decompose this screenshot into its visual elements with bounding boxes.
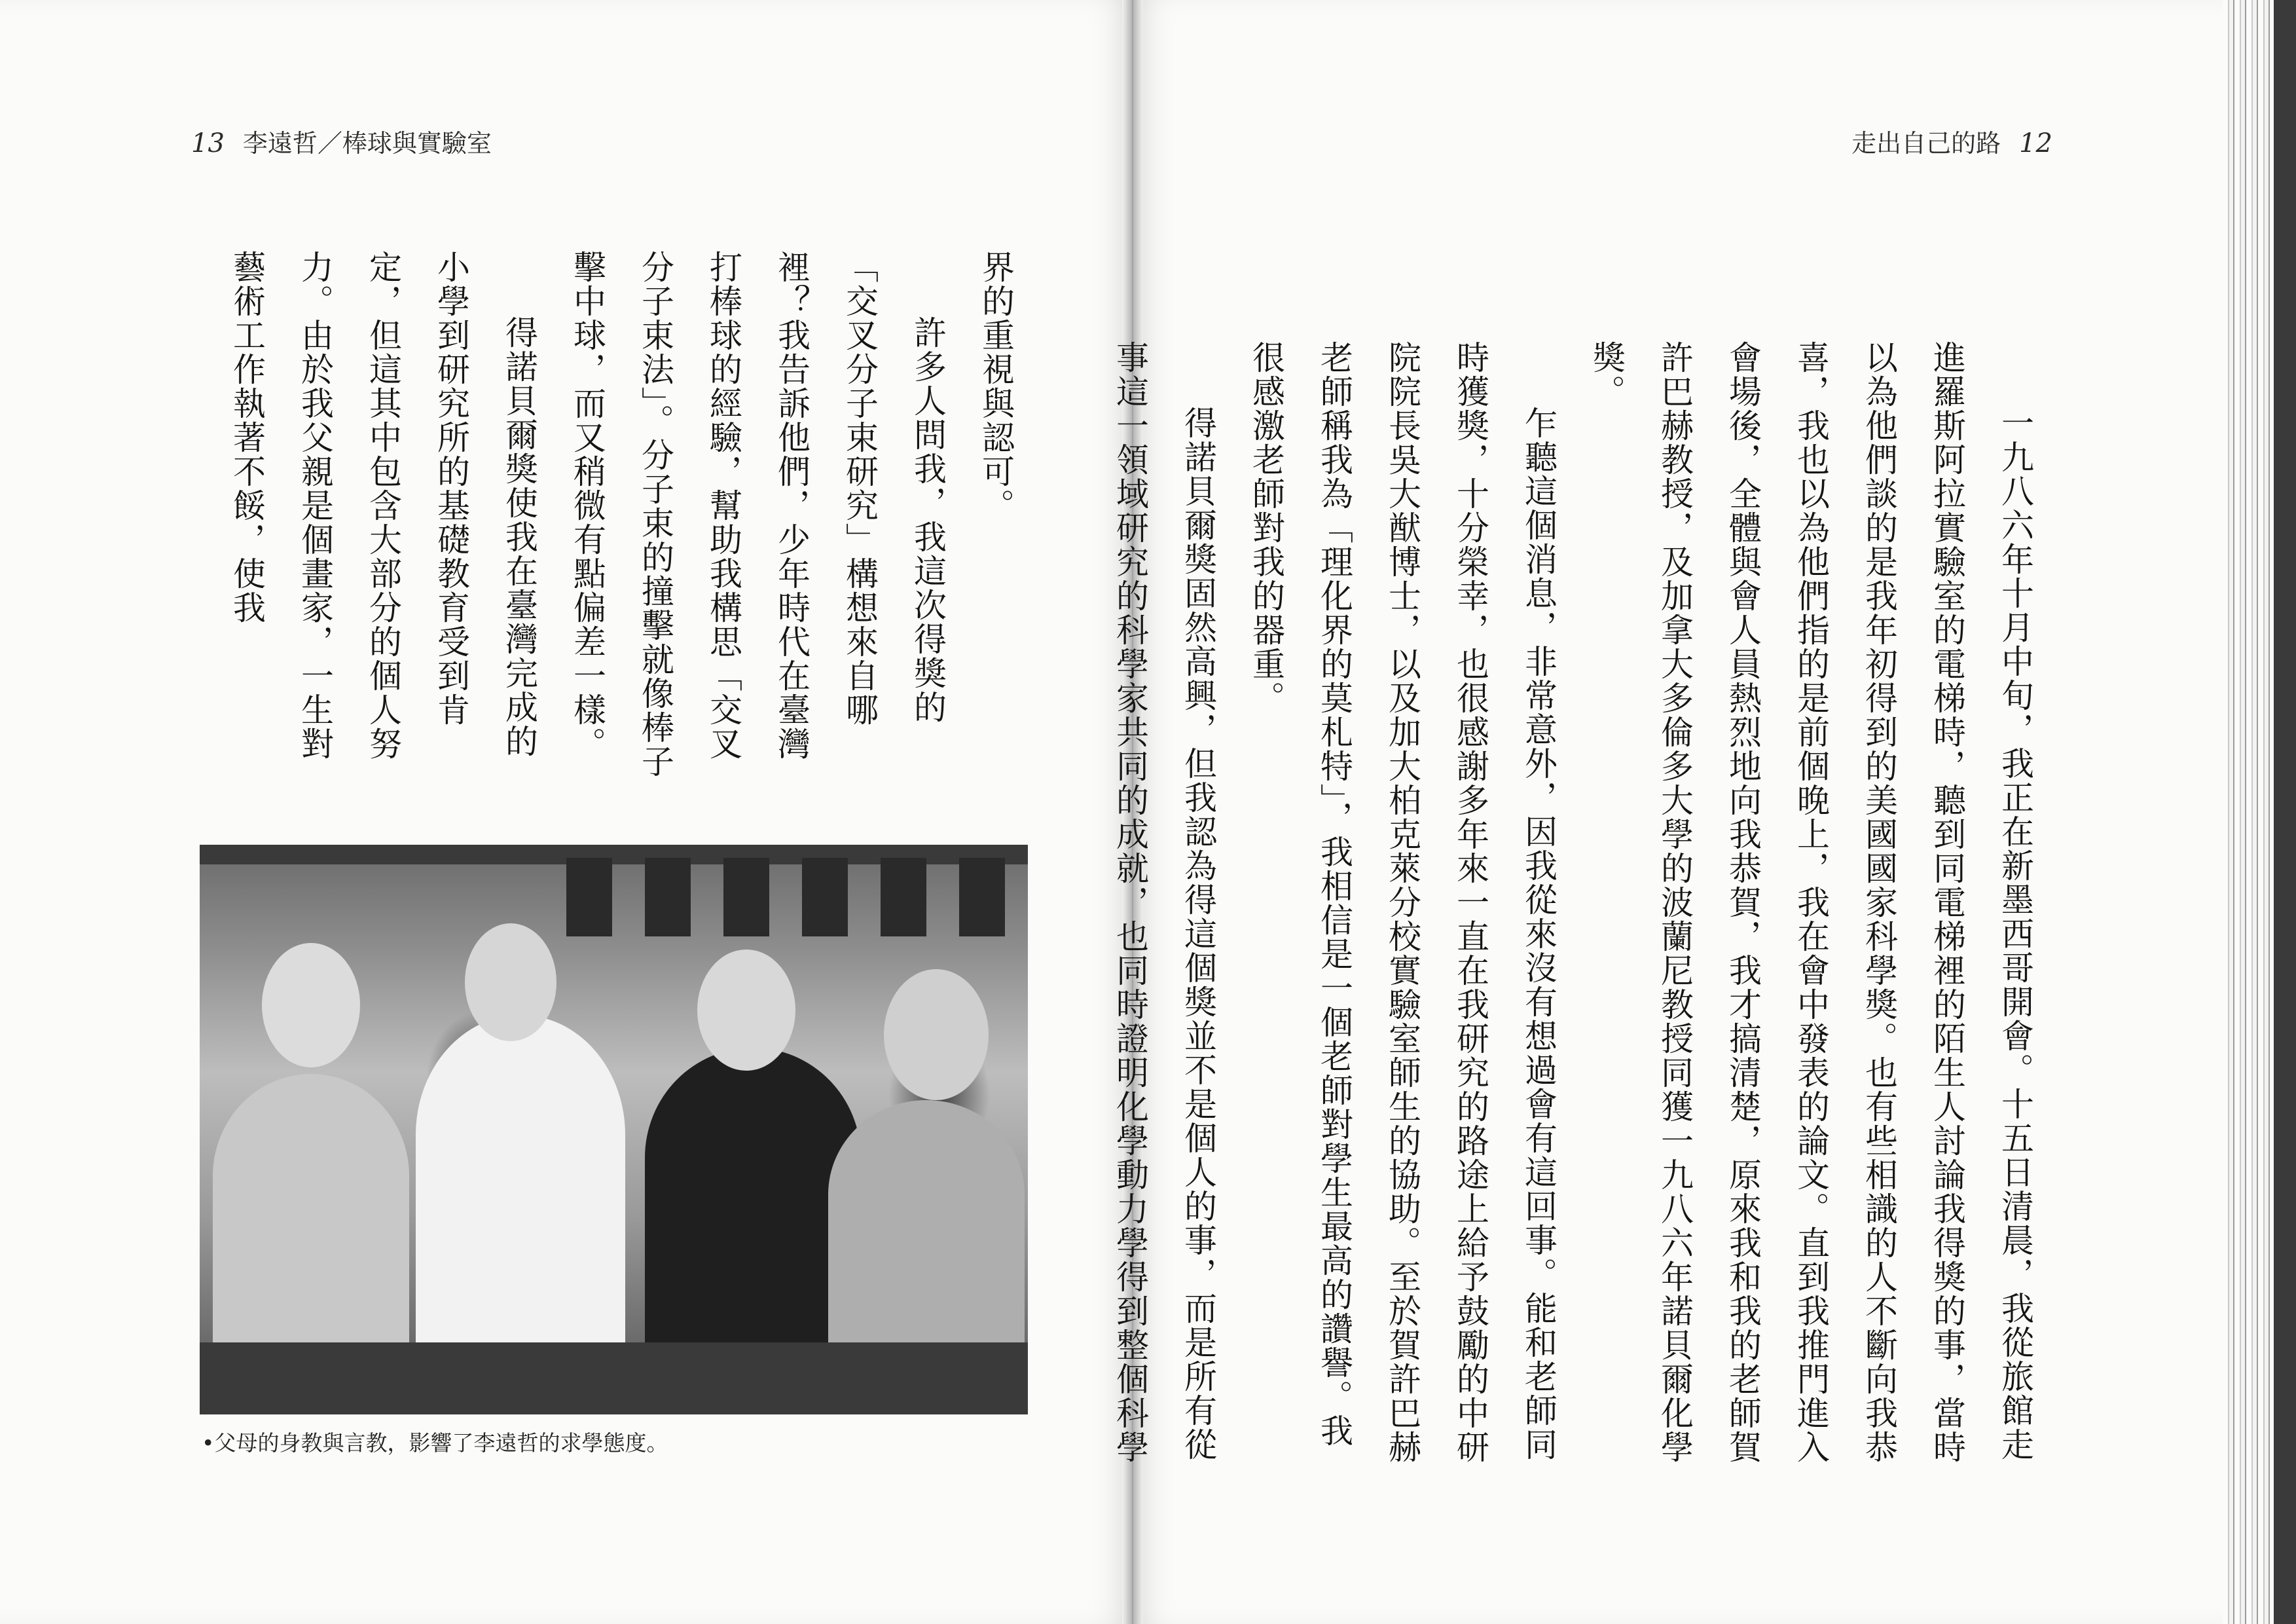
right-body-text	[1111, 341, 2049, 1467]
left-body-text	[195, 250, 1030, 781]
photo-window	[645, 858, 691, 936]
photo-caption: •父母的身教與言教，影響了李遠哲的求學態度。	[202, 1430, 668, 1456]
photo-window	[881, 858, 926, 936]
photo-window	[959, 858, 1005, 936]
left-running-head	[191, 123, 492, 159]
right-paragraph-3: 得諾貝爾獎固然高興，但我認為得這個獎並不是個人的事，而是所有從事這一領域研究的科學家共同的成就，也同時證明化學動力學得到整個科學	[1111, 341, 1217, 1464]
left-paragraph-1: 界的重視與認可。	[977, 250, 1015, 523]
left-running-title: 李遠哲／棒球與實驗室	[242, 129, 492, 158]
page-edges	[2223, 0, 2296, 1624]
right-page-number: 12	[2019, 128, 2052, 158]
left-page-number: 13	[191, 128, 225, 158]
photo-head	[465, 923, 556, 1041]
right-paragraph-2: 乍聽這個消息，非常意外，因我從來沒有想過會有這回事。能和老師同時獲獎，十分榮幸，也很感謝多年來一直在我研究的路途上給予鼓勵的中研院院長吳大猷博士，以及加大柏克萊分校實驗室師生的協助。至於賀許巴赫老師稱我為「理化界的莫札特」，我相信是一個老師對學生最高的讚譽。我很感激老師對我的器重。	[1247, 341, 1558, 1464]
photo-window	[566, 858, 612, 936]
photo-window	[723, 858, 769, 936]
photo-head	[697, 950, 795, 1071]
right-running-title: 走出自己的路	[1851, 129, 2001, 158]
family-photo	[200, 845, 1028, 1414]
photo-altar	[200, 1342, 1028, 1414]
right-running-head	[1851, 123, 2052, 159]
right-paragraph-1: 一九八六年十月中旬，我正在新墨西哥開會。十五日清晨，我從旅館走進羅斯阿拉實驗室的電梯時，聽到同電梯裡的陌生人討論我得獎的事，當時以為他們談的是我年初得到的美國國家科學獎。也有些相識的人不斷向我恭喜，我也以為他們指的是前個晚上，我在會中發表的論文。直到我推門進入會場後，全體與會人員熱烈地向我恭賀，我才搞清楚，原來我和我的老師賀許巴赫教授，及加拿大多倫多大學的波蘭尼教授同獲一九八六年諾貝爾化學獎。	[1588, 341, 2034, 1464]
photo-head	[262, 943, 360, 1067]
left-paragraph-2: 許多人問我，我這次得獎的「交叉分子束研究」構想來自哪裡？我告訴他們，少年時代在臺灣打棒球的經驗，幫助我構思「交叉分子束法」。分子束的撞擊就像棒子擊中球，而又稍微有點偏差一樣。	[568, 250, 947, 779]
photo-window	[802, 858, 848, 936]
photo-head	[884, 969, 989, 1100]
left-paragraph-3: 得諾貝爾獎使我在臺灣完成的小學到研究所的基礎教育受到肯定，但這其中包含大部分的個人努力。由於我父親是個畫家，一生對藝術工作執著不餒，使我	[228, 250, 538, 761]
